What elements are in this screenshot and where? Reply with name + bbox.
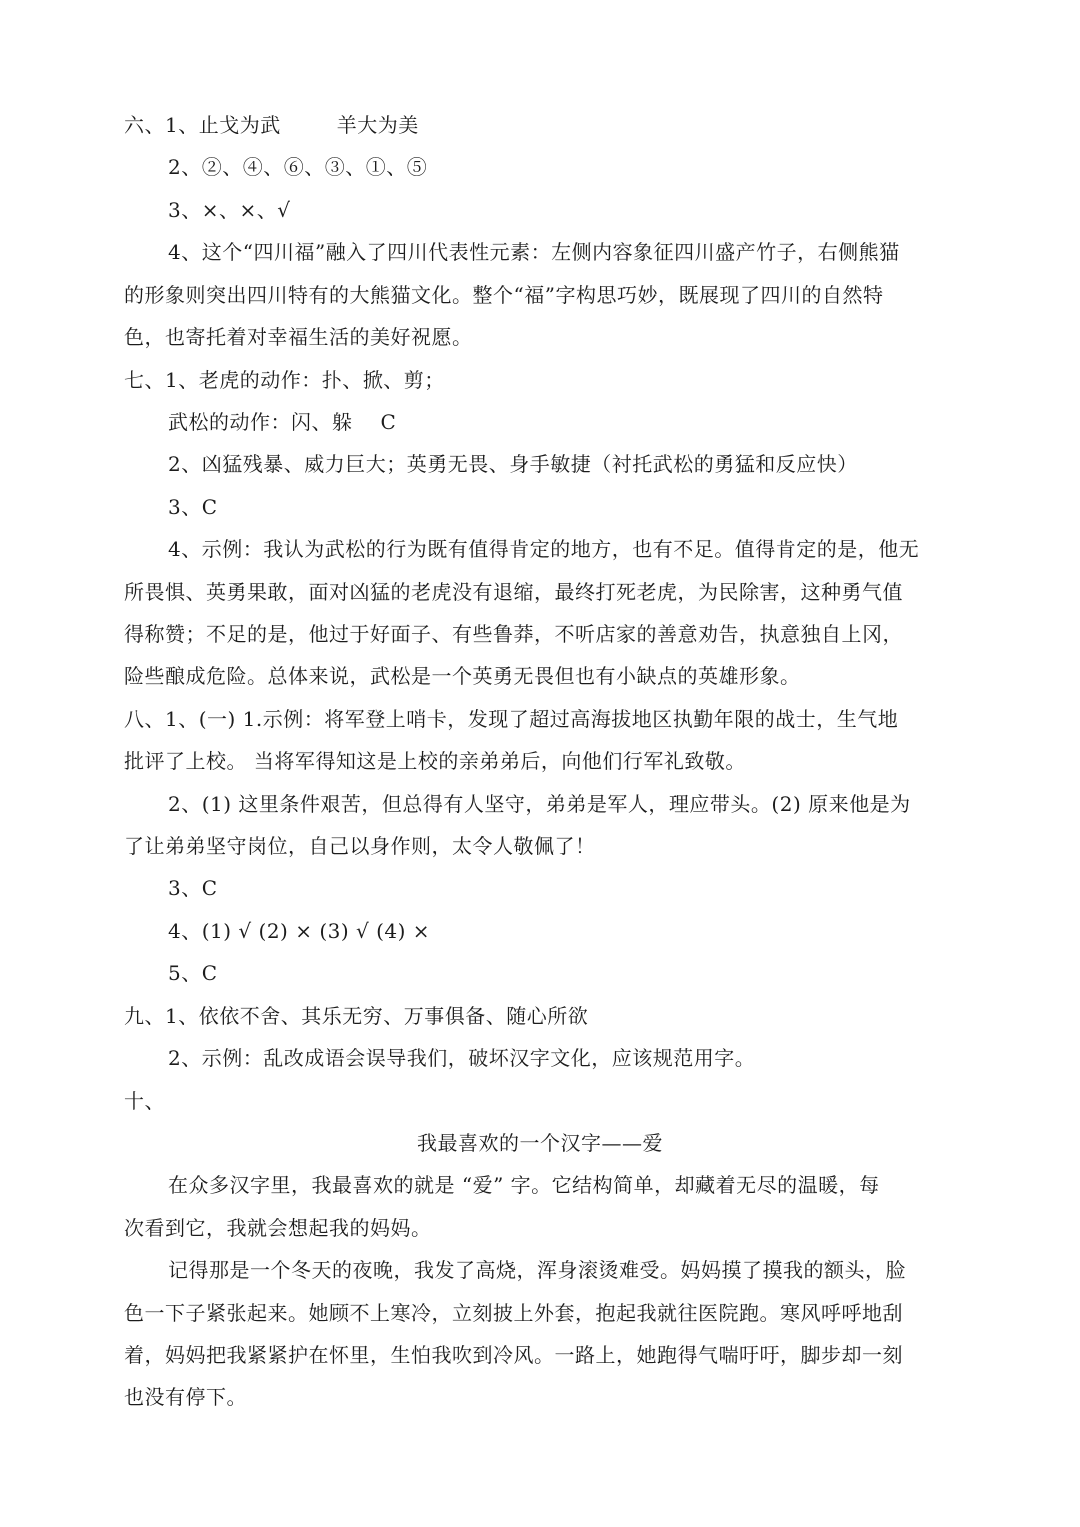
sec7-q1-line1: 七、1、老虎的动作：扑、掀、剪； xyxy=(124,368,445,392)
sec9-q1: 九、1、依依不舍、其乐无穷、万事俱备、随心所欲 xyxy=(124,1004,589,1028)
essay-title: 我最喜欢的一个汉字——爱 xyxy=(417,1131,663,1155)
sec7-q1-wusong-actions: 武松的动作：闪、躲 xyxy=(168,410,353,434)
sec7-q1-line2 xyxy=(168,401,396,443)
sec7-q4-line2: 所畏惧、英勇果敢，面对凶猛的老虎没有退缩，最终打死老虎，为民除害，这种勇气值 xyxy=(124,580,903,604)
sec7-q1-choice: C xyxy=(380,410,397,434)
sec8-q5: 5、C xyxy=(168,961,218,985)
sec9-q2: 2、示例：乱改成语会误导我们，破坏汉字文化，应该规范用字。 xyxy=(168,1046,756,1070)
sec6-q4-line3: 色，也寄托着对幸福生活的美好祝愿。 xyxy=(124,325,473,349)
sec8-q2-line2: 了让弟弟坚守岗位，自己以身作则，太令人敬佩了！ xyxy=(124,834,596,858)
essay-p1-line1: 在众多汉字里，我最喜欢的就是 “爱” 字。它结构简单，却藏着无尽的温暖，每 xyxy=(168,1173,880,1197)
sec7-q3: 3、C xyxy=(168,495,218,519)
sec6-q2: 2、②、④、⑥、③、①、⑤ xyxy=(168,155,428,179)
sec8-q2-line1: 2、(1) 这里条件艰苦，但总得有人坚守，弟弟是军人，理应带头。(2) 原来他是为 xyxy=(168,792,911,816)
sec7-q4-line1: 4、示例：我认为武松的行为既有值得肯定的地方，也有不足。值得肯定的是，他无 xyxy=(168,537,920,561)
sec6-q1-part-b: 羊大为美 xyxy=(336,113,419,137)
sec7-q4-line3: 得称赞；不足的是，他过于好面子、有些鲁莽，不听店家的善意劝告，执意独自上冈， xyxy=(124,622,903,646)
essay-p2-line3: 着，妈妈把我紧紧护在怀里，生怕我吹到冷风。一路上，她跑得气喘吁吁，脚步却一刻 xyxy=(124,1343,903,1367)
sec6-q3: 3、×、×、√ xyxy=(168,198,291,222)
sec6-q1-part-a: 六、1、止戈为武 xyxy=(124,113,281,137)
sec8-q1-line1: 八、1、(一) 1.示例：将军登上哨卡，发现了超过高海拔地区执勤年限的战士，生气地 xyxy=(124,707,899,731)
essay-p2-line1: 记得那是一个冬天的夜晚，我发了高烧，浑身滚烫难受。妈妈摸了摸我的额头，脸 xyxy=(168,1258,906,1282)
sec6-q4-line2: 的形象则突出四川特有的大熊猫文化。整个“福”字构思巧妙，既展现了四川的自然特 xyxy=(124,283,884,307)
sec8-q1-line2: 批评了上校。 当将军得知这是上校的亲弟弟后，向他们行军礼致敬。 xyxy=(124,749,746,773)
essay-p1-line2: 次看到它，我就会想起我的妈妈。 xyxy=(124,1216,432,1240)
sec8-q4: 4、(1) √ (2) × (3) √ (4) × xyxy=(168,919,431,943)
essay-p2-line2: 色一下子紧张起来。她顾不上寒冷，立刻披上外套，抱起我就往医院跑。寒风呼呼地刮 xyxy=(124,1301,903,1325)
sec7-q4-line4: 险些酿成危险。总体来说，武松是一个英勇无畏但也有小缺点的英雄形象。 xyxy=(124,664,801,688)
sec6-q4-line1: 4、这个“四川福”融入了四川代表性元素：左侧内容象征四川盛产竹子，右侧熊猫 xyxy=(168,240,900,264)
sec6-q1 xyxy=(124,104,419,146)
sec10-heading: 十、 xyxy=(124,1089,165,1113)
sec8-q3: 3、C xyxy=(168,876,218,900)
essay-p2-line4: 也没有停下。 xyxy=(124,1385,247,1409)
sec7-q2: 2、凶猛残暴、威力巨大；英勇无畏、身手敏捷（衬托武松的勇猛和反应快） xyxy=(168,452,858,476)
